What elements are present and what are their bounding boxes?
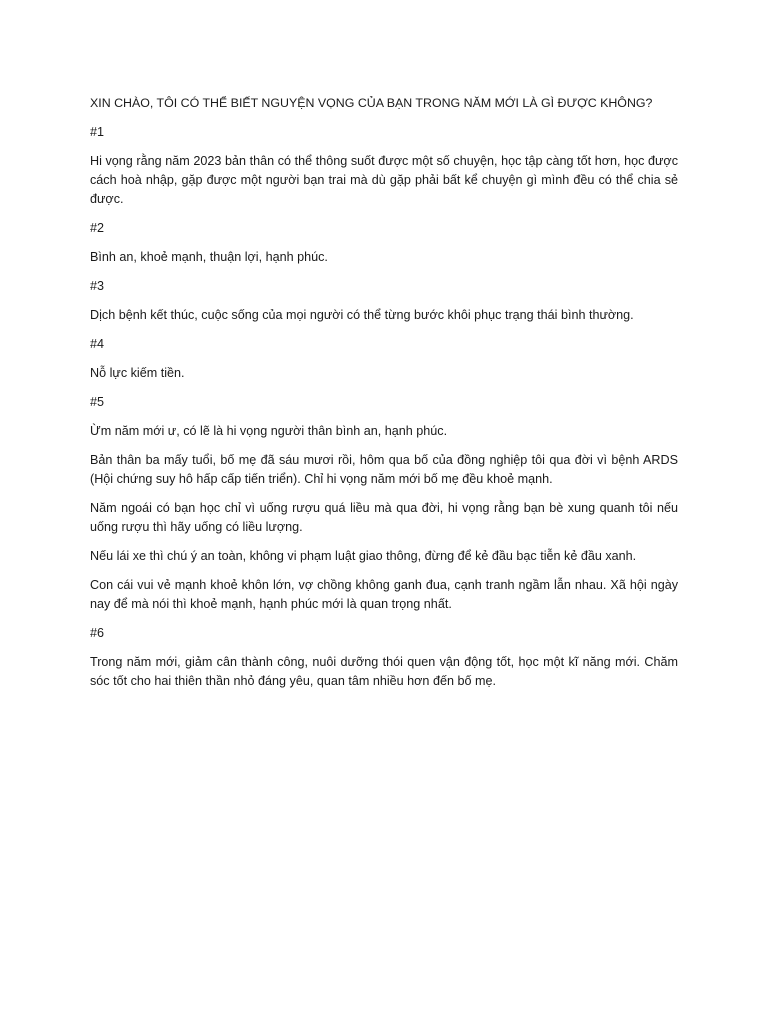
paragraph: Bản thân ba mấy tuổi, bố mẹ đã sáu mươi rồi, hôm qua bố của đồng nghiệp tôi qua đời vì bệnh ARDS (Hội chứng suy hô hấp cấp tiến triển). Chỉ hi vọng năm mới bố mẹ đều khoẻ mạnh. (90, 453, 678, 486)
paragraph: Bình an, khoẻ mạnh, thuận lợi, hạnh phúc. (90, 250, 328, 264)
paragraph: Trong năm mới, giảm cân thành công, nuôi dưỡng thói quen vận động tốt, học một kĩ năng mới. Chăm sóc tốt cho hai thiên thần nhỏ đáng yêu, quan tâm nhiều hơn đến bố mẹ. (90, 655, 678, 688)
section-marker-1: #1 (90, 125, 105, 139)
section-marker-4: #4 (90, 337, 105, 351)
section-marker-2: #2 (90, 221, 105, 235)
paragraph: Nếu lái xe thì chú ý an toàn, không vi phạm luật giao thông, đừng để kẻ đầu bạc tiễn kẻ đầu xanh. (90, 549, 637, 563)
section-marker-5: #5 (90, 395, 105, 409)
paragraph: Dịch bệnh kết thúc, cuộc sống của mọi người có thể từng bước khôi phục trạng thái bình thường. (90, 308, 634, 322)
section-marker-6: #6 (90, 626, 105, 640)
document-title: XIN CHÀO, TÔI CÓ THỂ BIẾT NGUYỆN VỌNG CỦA BẠN TRONG NĂM MỚI LÀ GÌ ĐƯỢC KHÔNG? (90, 96, 653, 110)
paragraph: Ừm năm mới ư, có lẽ là hi vọng người thân bình an, hạnh phúc. (90, 424, 448, 438)
paragraph: Hi vọng rằng năm 2023 bản thân có thể thông suốt được một số chuyện, học tập càng tốt hơn, học được cách hoà nhập, gặp được một người bạn trai mà dù gặp phải bất kể chuyện gì mình đều có thể chia sẻ được. (90, 154, 678, 206)
paragraph: Con cái vui vẻ mạnh khoẻ khôn lớn, vợ chồng không ganh đua, cạnh tranh ngầm lẫn nhau. Xã hội ngày nay để mà nói thì khoẻ mạnh, hạnh phúc mới là quan trọng nhất. (90, 578, 678, 611)
paragraph: Nỗ lực kiếm tiền. (90, 366, 185, 380)
section-marker-3: #3 (90, 279, 105, 293)
paragraph: Năm ngoái có bạn học chỉ vì uống rượu quá liều mà qua đời, hi vọng rằng bạn bè xung quanh tôi nếu uống rượu thì hãy uống có liều lượng. (90, 501, 678, 534)
